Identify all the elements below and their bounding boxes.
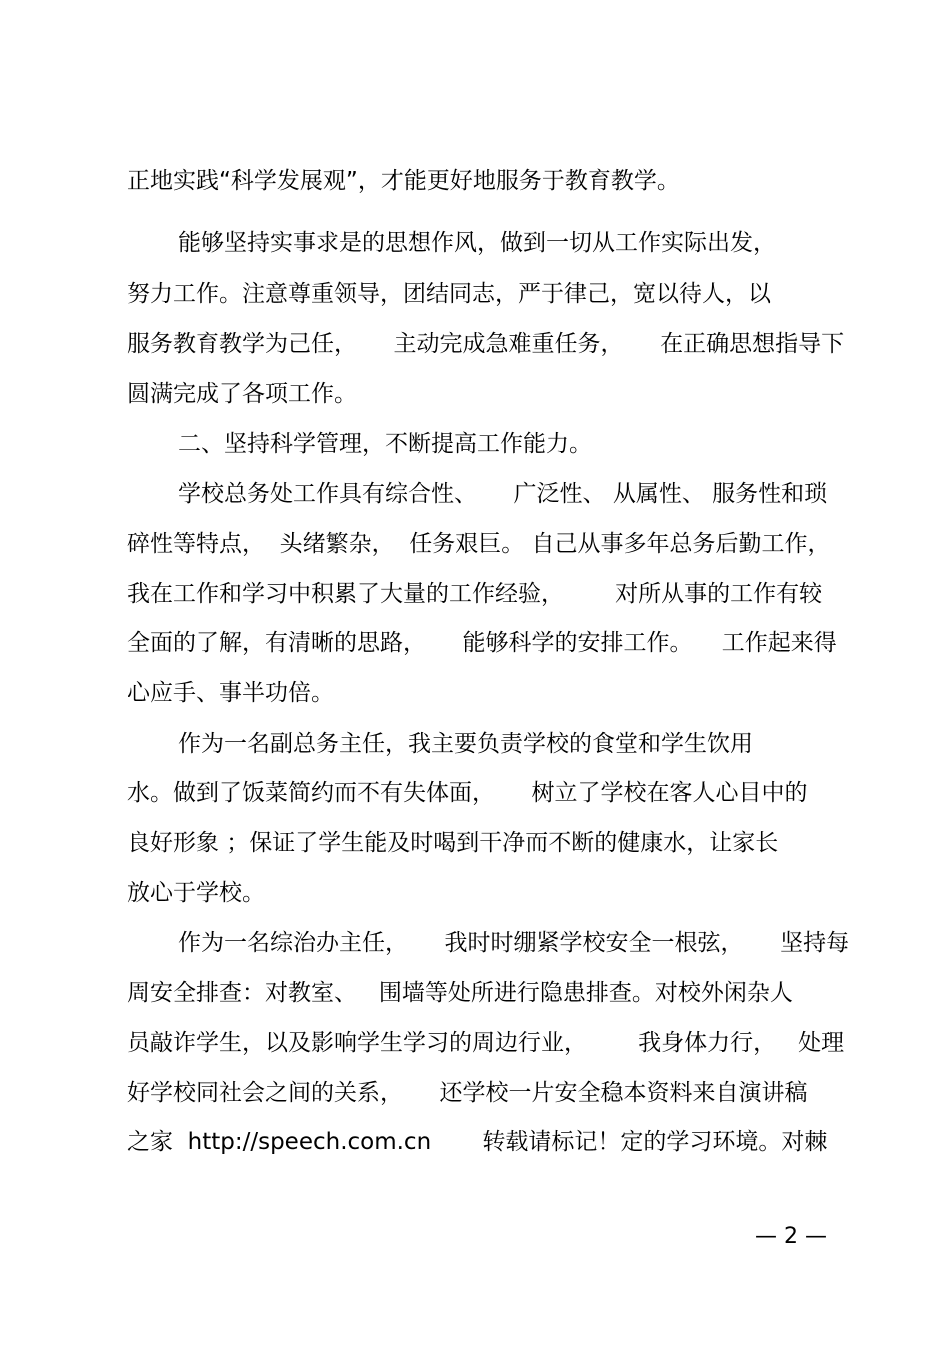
text-line: 碎性等特点， 头绪繁杂， 任务艰巨。 自己从事多年总务后勤工作，: [127, 531, 831, 557]
text-line: 努力工作。注意尊重领导，团结同志，严于律己，宽以待人，以: [127, 281, 771, 307]
text-line: 能够坚持实事求是的思想作风，做到一切从工作实际出发，: [178, 230, 776, 256]
text-line: 周安全排查：对教室、 围墙等处所进行隐患排查。对校外闲杂人: [127, 980, 793, 1006]
text-line: 服务教育教学为己任， 主动完成急难重任务， 在正确思想指导下: [127, 331, 845, 357]
text-line: 良好形象 ；保证了学生能及时喝到干净而不断的健康水，让家长: [127, 830, 779, 856]
text-line: 放心于学校。: [127, 880, 265, 906]
text-line: 之家 http://speech.com.cn 转载请标记！定的学习环境。对棘: [127, 1129, 828, 1155]
text-line: 学校总务处工作具有综合性、 广泛性、 从属性、 服务性和琐: [178, 481, 828, 507]
text-line: 水。做到了饭菜简约而不有失体面， 树立了学校在客人心目中的: [127, 780, 808, 806]
text-line: 员敲诈学生，以及影响学生学习的周边行业， 我身体力行， 处理: [127, 1030, 845, 1056]
text-line: 心应手、事半功倍。: [127, 680, 334, 706]
text-line: 我在工作和学习中积累了大量的工作经验， 对所从事的工作有较: [127, 581, 823, 607]
page-number: — 2 —: [755, 1224, 827, 1249]
text-line: 好学校同社会之间的关系， 还学校一片安全稳本资料来自演讲稿: [127, 1080, 808, 1106]
section-heading: 二、坚持科学管理，不断提高工作能力。: [178, 431, 592, 457]
text-line: 作为一名综治办主任， 我时时绷紧学校安全一根弦， 坚持每: [178, 930, 850, 956]
text-line: 正地实践“科学发展观”，才能更好地服务于教育教学。: [127, 168, 680, 194]
text-line: 圆满完成了各项工作。: [127, 381, 357, 407]
text-line: 作为一名副总务主任，我主要负责学校的食堂和学生饮用: [178, 731, 753, 757]
text-line: 全面的了解，有清晰的思路， 能够科学的安排工作。 工作起来得: [127, 630, 837, 656]
